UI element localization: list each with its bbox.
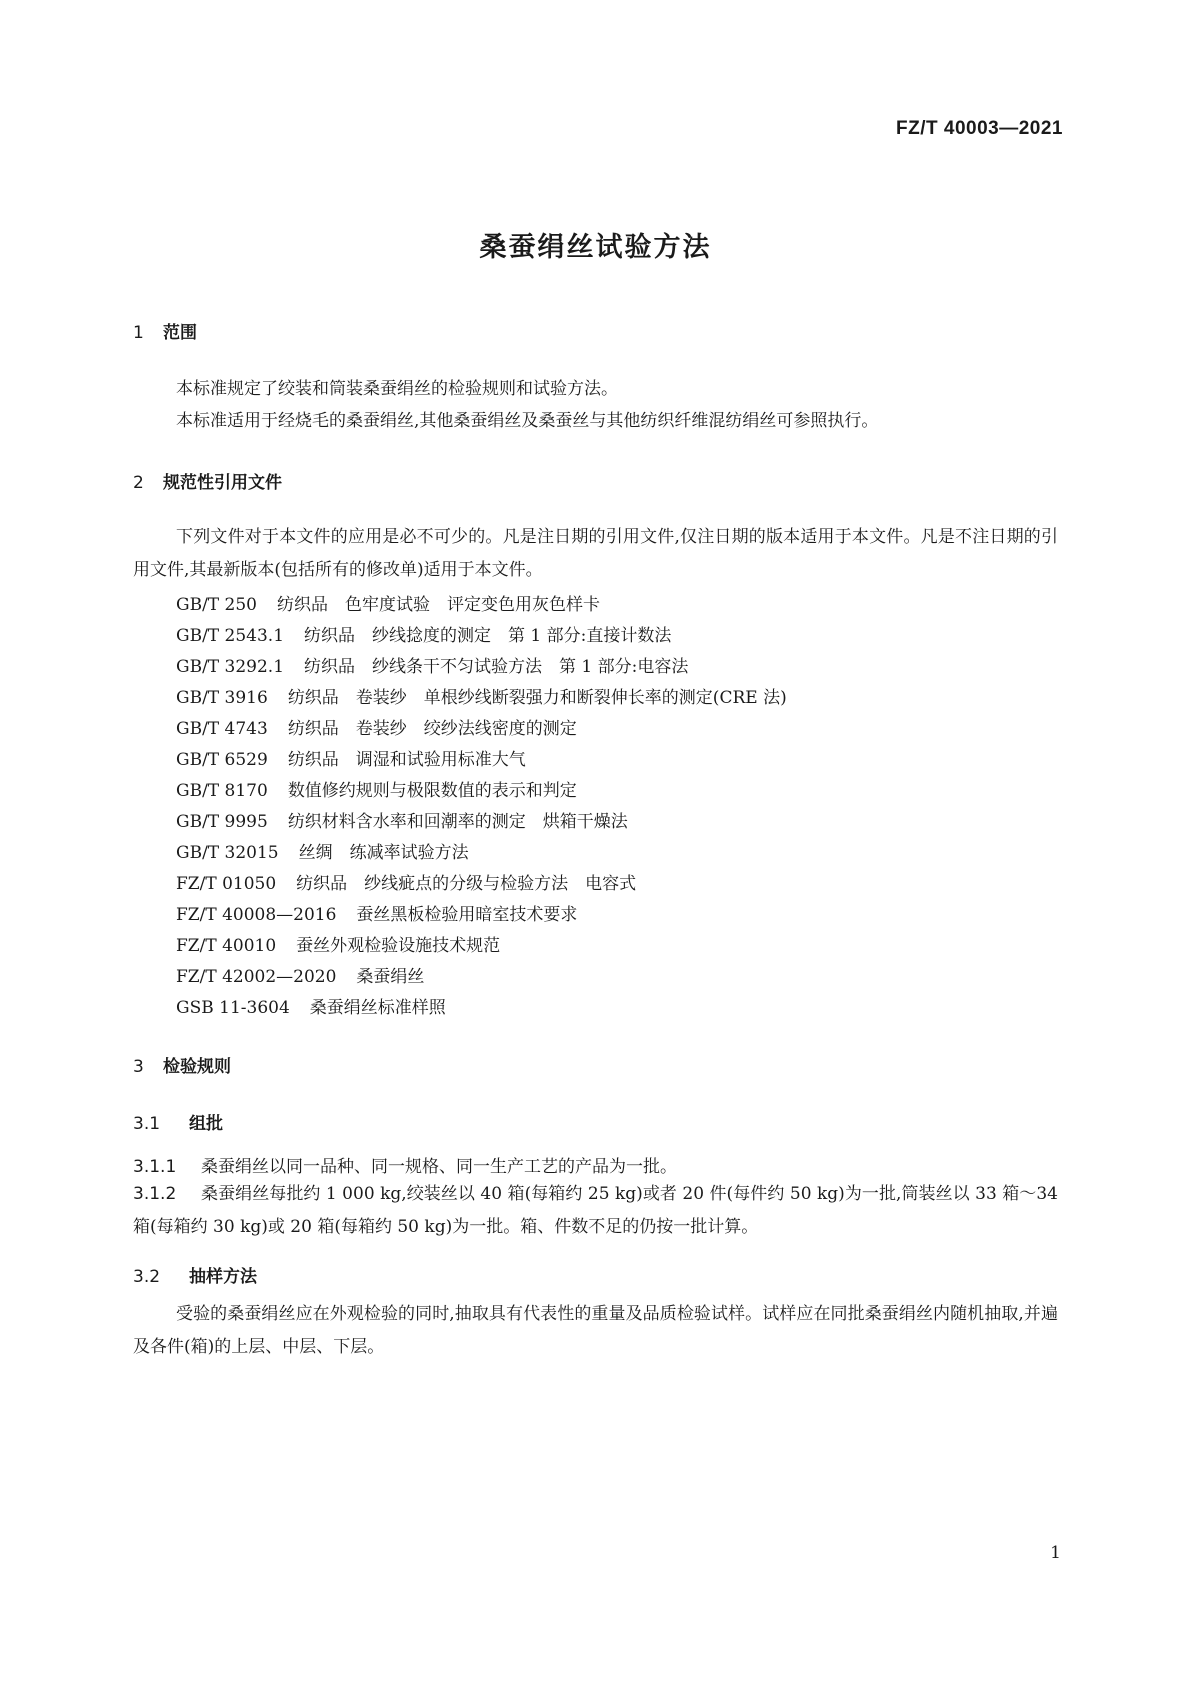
reference-title: 纺织品 纱线疵点的分级与检验方法 电容式: [296, 874, 637, 894]
clause-text: 桑蚕绢丝以同一品种、同一规格、同一生产工艺的产品为一批。: [201, 1157, 677, 1177]
reference-item: [176, 869, 636, 894]
reference-item: [176, 807, 628, 832]
section-title: 组批: [189, 1114, 223, 1134]
section-2-heading: [133, 468, 282, 493]
clause-text: 桑蚕绢丝每批约 1 000 kg,绞装丝以 40 箱(每箱约 25 kg)或者 20 件(每件约 50 kg)为一批,筒装丝以 33 箱～34 箱(每箱约 30 kg)或 20 箱(每箱约 50 kg)为一批。箱、件数不足的仍按一批计算。: [133, 1184, 1058, 1237]
section-3-1-heading: [133, 1109, 223, 1134]
reference-code: FZ/T 40010: [176, 936, 277, 956]
clause-number: 3.1.1: [133, 1157, 177, 1177]
reference-title: 纺织品 纱线捻度的测定 第 1 部分:直接计数法: [304, 626, 672, 646]
reference-code: GB/T 8170: [176, 781, 268, 801]
section-number: 3: [133, 1057, 144, 1077]
reference-title: 纺织材料含水率和回潮率的测定 烘箱干燥法: [287, 812, 628, 832]
section-number: 3.1: [133, 1114, 161, 1134]
reference-title: 丝绸 练减率试验方法: [298, 843, 469, 863]
reference-code: FZ/T 40008—2016: [176, 905, 337, 925]
reference-item: [176, 993, 446, 1018]
section-title: 规范性引用文件: [163, 473, 282, 493]
reference-code: GB/T 3916: [176, 688, 268, 708]
reference-code: GB/T 32015: [176, 843, 279, 863]
reference-code: GB/T 3292.1: [176, 657, 285, 677]
reference-title: 纺织品 卷装纱 绞纱法线密度的测定: [287, 719, 577, 739]
reference-code: GB/T 9995: [176, 812, 268, 832]
reference-title: 纺织品 纱线条干不匀试验方法 第 1 部分:电容法: [304, 657, 689, 677]
paragraph: 本标准规定了绞装和筒装桑蚕绢丝的检验规则和试验方法。: [176, 379, 618, 399]
paragraph: 本标准适用于经烧毛的桑蚕绢丝,其他桑蚕绢丝及桑蚕丝与其他纺织纤维混纺绢丝可参照执行。: [176, 411, 879, 431]
document-title: 桑蚕绢丝试验方法: [479, 232, 712, 263]
section-3-2-heading: [133, 1262, 257, 1287]
section-title: 检验规则: [163, 1057, 231, 1077]
page-number: 1: [1050, 1543, 1061, 1563]
reference-code: GB/T 4743: [176, 719, 268, 739]
reference-title: 数值修约规则与极限数值的表示和判定: [287, 781, 577, 801]
reference-item: [176, 714, 577, 739]
reference-title: 纺织品 色牢度试验 评定变色用灰色样卡: [277, 595, 600, 615]
section-3-heading: [133, 1052, 231, 1077]
paragraph: 下列文件对于本文件的应用是必不可少的。凡是注日期的引用文件,仅注日期的版本适用于本文件。凡是不注日期的引用文件,其最新版本(包括所有的修改单)适用于本文件。: [133, 527, 1058, 580]
reference-item: [176, 590, 600, 615]
reference-item: [176, 838, 469, 863]
reference-item: [176, 652, 688, 677]
reference-title: 纺织品 卷装纱 单根纱线断裂强力和断裂伸长率的测定(CRE 法): [287, 688, 787, 708]
section-title: 抽样方法: [189, 1267, 257, 1287]
reference-item: [176, 900, 577, 925]
reference-title: 蚕丝黑板检验用暗室技术要求: [356, 905, 578, 925]
document-code: FZ/T 40003—2021: [896, 118, 1063, 139]
reference-item: [176, 621, 671, 646]
reference-title: 桑蚕绢丝标准样照: [309, 998, 446, 1018]
reference-item: [176, 962, 424, 987]
reference-item: [176, 683, 787, 708]
section-number: 2: [133, 473, 144, 493]
reference-item: [176, 931, 500, 956]
clause-3-1-2: [133, 1178, 1058, 1244]
reference-title: 蚕丝外观检验设施技术规范: [296, 936, 501, 956]
reference-title: 桑蚕绢丝: [356, 967, 425, 987]
paragraph: 受验的桑蚕绢丝应在外观检验的同时,抽取具有代表性的重量及品质检验试样。试样应在同批桑蚕绢丝内随机抽取,并遍及各件(箱)的上层、中层、下层。: [133, 1304, 1058, 1357]
reference-code: GB/T 250: [176, 595, 257, 615]
section-title: 范围: [163, 323, 197, 343]
section-number: 3.2: [133, 1267, 161, 1287]
reference-code: GB/T 2543.1: [176, 626, 285, 646]
reference-title: 纺织品 调湿和试验用标准大气: [287, 750, 526, 770]
reference-code: GSB 11-3604: [176, 998, 290, 1018]
reference-item: [176, 776, 577, 801]
reference-code: GB/T 6529: [176, 750, 268, 770]
reference-code: FZ/T 01050: [176, 874, 277, 894]
section-1-heading: [133, 318, 197, 343]
reference-item: [176, 745, 526, 770]
clause-number: 3.1.2: [133, 1184, 177, 1204]
reference-code: FZ/T 42002—2020: [176, 967, 337, 987]
section-number: 1: [133, 323, 144, 343]
clause-3-1-1: [133, 1152, 677, 1177]
